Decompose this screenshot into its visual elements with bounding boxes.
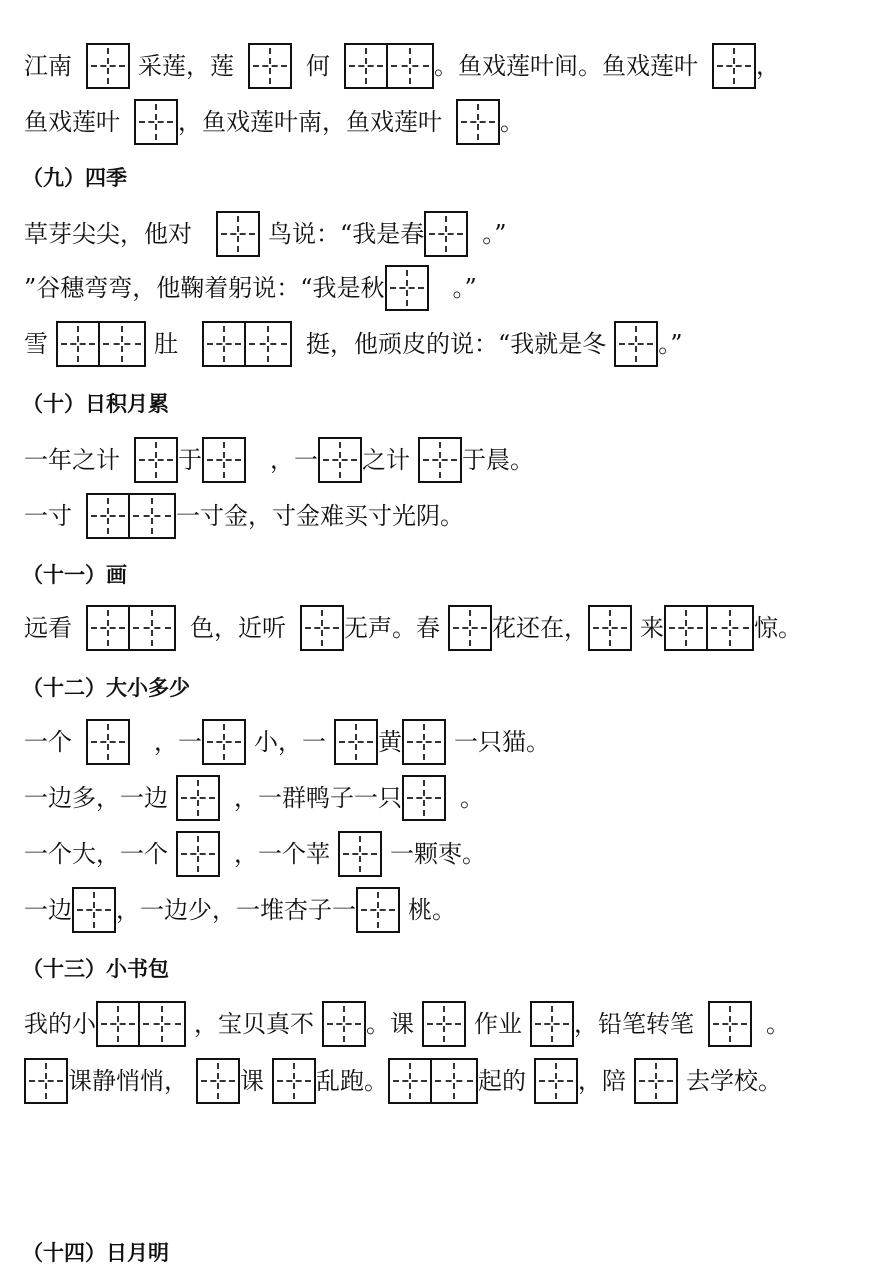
line-text: ，一 [270, 446, 318, 474]
poem-line-14 [24, 1055, 865, 1107]
line-text: 鸟说：“我是春 [268, 220, 425, 248]
answer-box[interactable] [72, 887, 116, 933]
line-text: ，鱼戏莲叶南，鱼戏莲叶 [178, 108, 442, 136]
poem-line-11 [24, 828, 865, 880]
line-text: 远看 [24, 614, 72, 642]
line-text: 惊。 [754, 614, 802, 642]
line-text: ，一个苹 [234, 840, 330, 868]
answer-box[interactable] [402, 775, 446, 821]
line-text: 挺，他顽皮的说：“我就是冬 [306, 330, 607, 358]
answer-box[interactable] [708, 605, 754, 651]
answer-box[interactable] [388, 43, 434, 89]
line-text: 。鱼戏莲叶间。鱼戏莲叶 [434, 52, 698, 80]
answer-box[interactable] [56, 321, 100, 367]
line-text: 。 [766, 1010, 790, 1038]
line-text: 肚 [154, 330, 178, 358]
answer-box[interactable] [708, 1001, 752, 1047]
answer-box[interactable] [534, 1058, 578, 1104]
answer-box[interactable] [86, 719, 130, 765]
poem-line-7 [24, 490, 865, 542]
answer-box[interactable] [176, 831, 220, 877]
poem-line-6 [24, 434, 865, 486]
answer-box[interactable] [272, 1058, 316, 1104]
line-text: 桃。 [408, 896, 456, 924]
line-text: 小，一 [254, 728, 326, 756]
line-text: 一个 [24, 728, 72, 756]
answer-box[interactable] [202, 719, 246, 765]
line-text: 一寸 [24, 502, 72, 530]
line-text: ，一 [154, 728, 202, 756]
section-heading: （十四）日月明 [22, 1241, 169, 1265]
answer-box[interactable] [202, 321, 246, 367]
poem-line-8 [24, 602, 865, 654]
line-text: 去学校。 [686, 1067, 782, 1095]
answer-box[interactable] [588, 605, 632, 651]
answer-box[interactable] [385, 265, 429, 311]
line-text: 色，近听 [190, 614, 286, 642]
line-text: 一年之计 [24, 446, 120, 474]
answer-box[interactable] [248, 43, 292, 89]
answer-box[interactable] [176, 775, 220, 821]
line-text: 乱跑。 [316, 1067, 388, 1095]
answer-box[interactable] [216, 211, 260, 257]
poem-line-4 [24, 262, 865, 314]
line-text: 。 [500, 108, 524, 136]
line-text: 黄 [378, 728, 402, 756]
line-text: ，一群鸭子一只 [234, 784, 402, 812]
line-text: 一颗枣。 [390, 840, 486, 868]
poem-line-10 [24, 772, 865, 824]
answer-box[interactable] [424, 211, 468, 257]
line-text: 草芽尖尖，他对 [24, 220, 192, 248]
line-text: ， [756, 52, 780, 80]
section-heading: （十三）小书包 [22, 957, 169, 981]
line-text: ，一边少，一堆杏子一 [116, 896, 356, 924]
line-text: ，铅笔转笔 [574, 1010, 694, 1038]
answer-box[interactable] [388, 1058, 432, 1104]
answer-box[interactable] [96, 1001, 140, 1047]
answer-box[interactable] [130, 493, 176, 539]
line-text: 。” [482, 220, 507, 248]
line-text: 起的 [478, 1067, 526, 1095]
answer-box[interactable] [448, 605, 492, 651]
section-heading: （九）四季 [22, 166, 127, 190]
answer-box[interactable] [140, 1001, 186, 1047]
answer-box[interactable] [634, 1058, 678, 1104]
section-heading: （十一）画 [22, 563, 127, 587]
answer-box[interactable] [418, 437, 462, 483]
poem-line-5 [24, 318, 865, 370]
answer-box[interactable] [402, 719, 446, 765]
line-text: 无声。春 [344, 614, 440, 642]
section-heading: （十）日积月累 [22, 392, 169, 416]
line-text: 课 [240, 1067, 264, 1095]
line-text: 一边 [24, 896, 72, 924]
line-text: 。 [460, 784, 484, 812]
answer-box[interactable] [356, 887, 400, 933]
line-text: ”谷穗弯弯，他鞠着躬说：“我是秋 [24, 274, 385, 302]
answer-box[interactable] [134, 437, 178, 483]
answer-box[interactable] [614, 321, 658, 367]
answer-box[interactable] [344, 43, 388, 89]
line-text: 一寸金，寸金难买寸光阴。 [176, 502, 464, 530]
line-text: 于 [178, 446, 202, 474]
answer-box[interactable] [24, 1058, 68, 1104]
answer-box[interactable] [86, 43, 130, 89]
line-text: 雪 [24, 330, 48, 358]
answer-box[interactable] [246, 321, 292, 367]
line-text: 何 [306, 52, 330, 80]
answer-box[interactable] [86, 493, 130, 539]
line-text: 一边多，一边 [24, 784, 168, 812]
line-text: 一个大，一个 [24, 840, 168, 868]
answer-box[interactable] [338, 831, 382, 877]
poem-line-2 [24, 96, 865, 148]
line-text: 。” [452, 274, 477, 302]
answer-box[interactable] [322, 1001, 366, 1047]
line-text: 我的小 [24, 1010, 96, 1038]
line-text: 作业 [474, 1010, 522, 1038]
answer-box[interactable] [334, 719, 378, 765]
poem-line-13 [24, 998, 865, 1050]
line-text: 一只猫。 [454, 728, 550, 756]
answer-box[interactable] [530, 1001, 574, 1047]
poem-line-1 [24, 40, 865, 92]
line-text: 来 [640, 614, 664, 642]
answer-box[interactable] [422, 1001, 466, 1047]
answer-box[interactable] [318, 437, 362, 483]
line-text: 鱼戏莲叶 [24, 108, 120, 136]
answer-box[interactable] [432, 1058, 478, 1104]
answer-box[interactable] [130, 605, 176, 651]
line-text: 。” [658, 330, 683, 358]
answer-box[interactable] [196, 1058, 240, 1104]
answer-box[interactable] [664, 605, 708, 651]
line-text: ，陪 [578, 1067, 626, 1095]
poem-line-3 [24, 208, 865, 260]
answer-box[interactable] [712, 43, 756, 89]
line-text: 花还在， [492, 614, 588, 642]
line-text: 于晨。 [462, 446, 534, 474]
section-heading: （十二）大小多少 [22, 676, 190, 700]
poem-line-9 [24, 716, 865, 768]
answer-box[interactable] [202, 437, 246, 483]
answer-box[interactable] [456, 99, 500, 145]
answer-box[interactable] [300, 605, 344, 651]
poem-line-12 [24, 884, 865, 936]
answer-box[interactable] [86, 605, 130, 651]
answer-box[interactable] [134, 99, 178, 145]
line-text: 江南 [24, 52, 72, 80]
line-text: 。课 [366, 1010, 414, 1038]
line-text: 课静悄悄， [68, 1067, 188, 1095]
line-text: 采莲，莲 [138, 52, 234, 80]
line-text: 之计 [362, 446, 410, 474]
line-text: ，宝贝真不 [194, 1010, 314, 1038]
answer-box[interactable] [100, 321, 146, 367]
